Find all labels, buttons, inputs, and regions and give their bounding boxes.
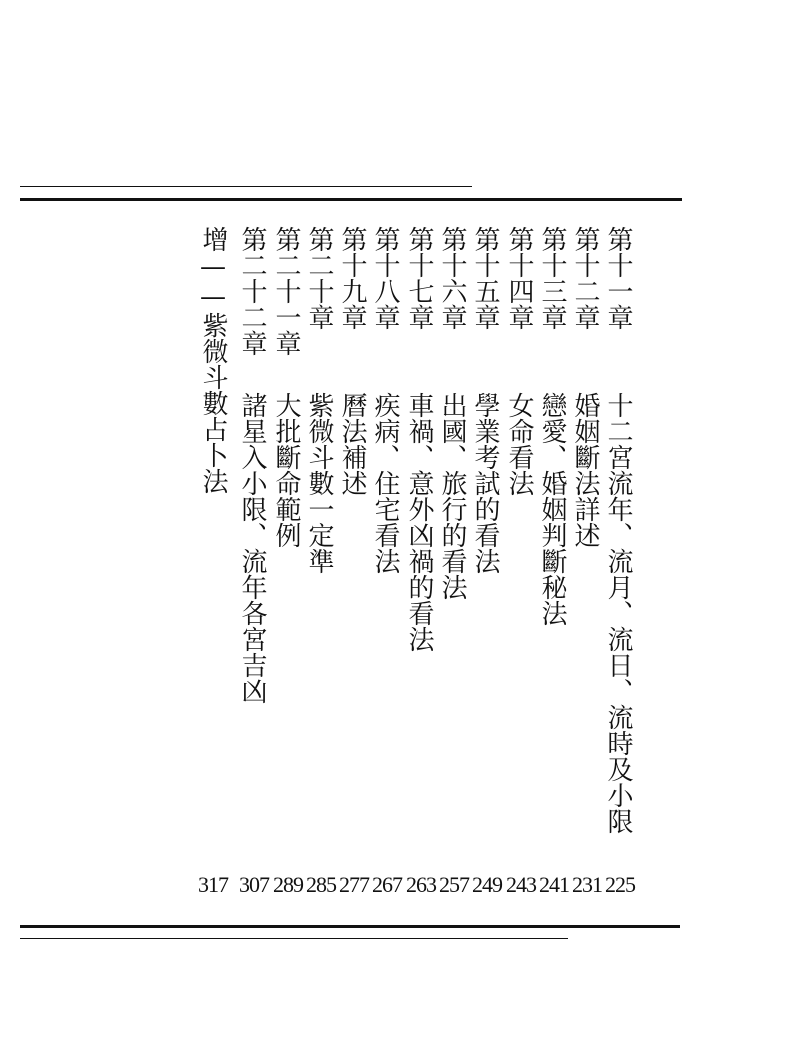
page-number: 307 xyxy=(239,872,269,897)
chapter-title: 十二宮流年、流月、流日、流時及小限 xyxy=(603,392,633,834)
toc-entry xyxy=(304,226,338,866)
chapter-number: 第十九章 xyxy=(337,226,367,330)
chapter-number: 第二十章 xyxy=(304,226,334,330)
toc-entry xyxy=(570,226,604,866)
chapter-number: 第十六章 xyxy=(437,226,467,330)
toc-entry xyxy=(437,226,471,866)
bottom-rule-thick xyxy=(20,925,680,928)
page-number: 241 xyxy=(539,872,569,897)
chapter-title: 出國、旅行的看法 xyxy=(437,392,467,600)
bottom-rule-thin xyxy=(20,938,568,939)
page-number: 257 xyxy=(439,872,469,897)
toc-entry xyxy=(271,226,305,866)
page-number: 225 xyxy=(605,872,635,897)
chapter-number: 第十三章 xyxy=(537,226,567,330)
page-number: 249 xyxy=(472,872,502,897)
chapter-title: 諸星入小限、流年各宮吉凶 xyxy=(237,392,267,704)
chapter-title: 大批斷命範例 xyxy=(271,392,301,548)
chapter-number: 第十二章 xyxy=(570,226,600,330)
page-number: 243 xyxy=(506,872,536,897)
chapter-number: 第二十二章 xyxy=(237,226,267,356)
chapter-title: 車禍、意外凶禍的看法 xyxy=(404,392,434,652)
chapter-title: 戀愛、婚姻判斷秘法 xyxy=(537,392,567,626)
page-number: 277 xyxy=(339,872,369,897)
top-rule-thin xyxy=(20,186,472,187)
chapter-number: 第二十一章 xyxy=(271,226,301,356)
chapter-title: 紫微斗數一定準 xyxy=(304,392,334,574)
chapter-number: 第十四章 xyxy=(504,226,534,330)
chapter-number: 第十一章 xyxy=(603,226,633,330)
toc-entry xyxy=(504,226,538,866)
chapter-number: 第十八章 xyxy=(370,226,400,330)
page-number: 231 xyxy=(572,872,602,897)
toc-entry xyxy=(237,226,271,866)
appendix-label: 增——紫微斗數占卜法 xyxy=(198,226,228,494)
toc-entry xyxy=(603,226,637,866)
page-number: 267 xyxy=(372,872,402,897)
toc-entry xyxy=(537,226,571,866)
chapter-title: 女命看法 xyxy=(504,392,534,496)
toc-entry xyxy=(470,226,504,866)
page-number: 285 xyxy=(306,872,336,897)
chapter-number: 第十七章 xyxy=(404,226,434,330)
toc-entry xyxy=(337,226,371,866)
chapter-title: 曆法補述 xyxy=(337,392,367,496)
chapter-title: 婚姻斷法詳述 xyxy=(570,392,600,548)
chapter-number: 第十五章 xyxy=(470,226,500,330)
page-number: 263 xyxy=(406,872,436,897)
toc-entry xyxy=(370,226,404,866)
toc-entry xyxy=(404,226,438,866)
page-number: 289 xyxy=(273,872,303,897)
page-number: 317 xyxy=(198,872,228,897)
top-rule-thick xyxy=(20,198,682,201)
toc-appendix xyxy=(198,226,232,866)
chapter-title: 學業考試的看法 xyxy=(470,392,500,574)
chapter-title: 疾病、住宅看法 xyxy=(370,392,400,574)
